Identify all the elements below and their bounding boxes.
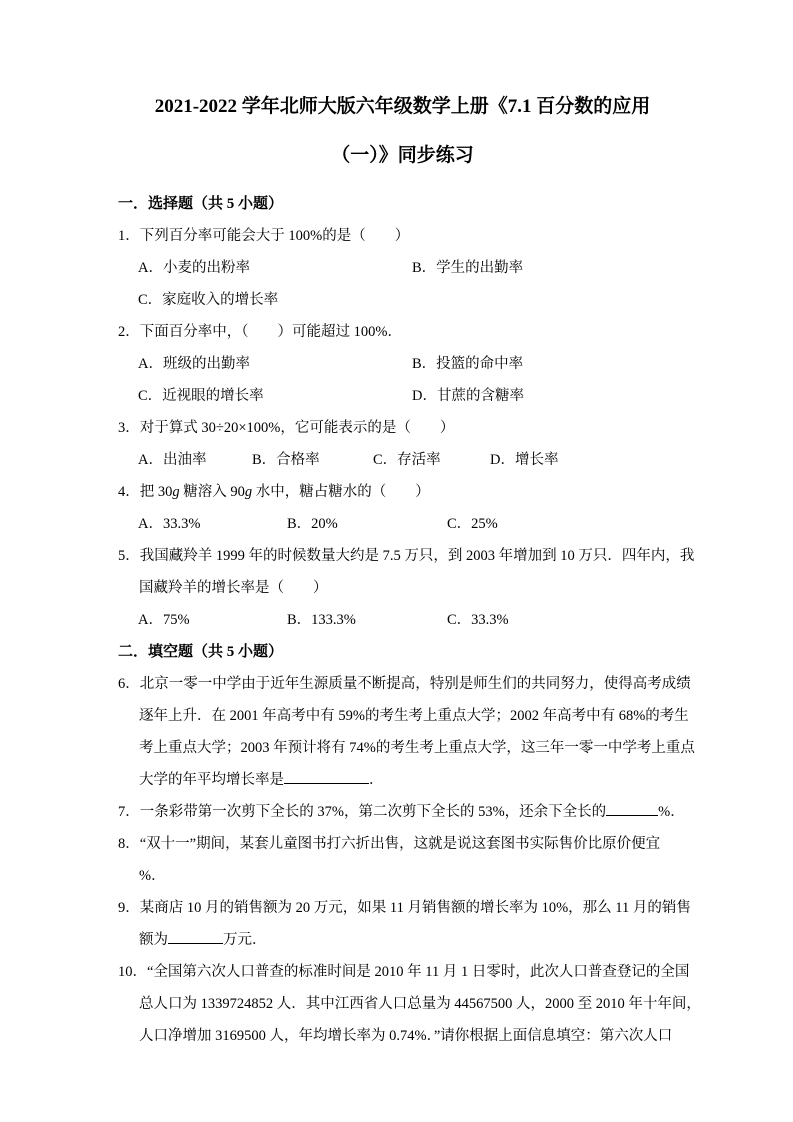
question-text: 我国藏羚羊 1999 年的时候数量大约是 7.5 万只，到 2003 年增加到 10 万只．四年内，我 — [139, 548, 695, 564]
question-line — [118, 828, 687, 860]
option-item: C．25% — [447, 516, 498, 532]
option-item: A．班级的出勤率 — [138, 356, 250, 372]
question-number: 3． — [118, 420, 140, 436]
question-number: 6． — [118, 676, 140, 692]
question-number: 8． — [118, 836, 140, 852]
options-grid — [138, 604, 687, 636]
question-line — [139, 988, 701, 1020]
question-1 — [118, 220, 687, 252]
options-grid — [138, 252, 687, 316]
option-item: C．存活率 — [373, 452, 441, 468]
question-text: 万元． — [223, 932, 267, 948]
question-line — [118, 540, 695, 572]
question-text: %． — [658, 804, 685, 820]
blank-underline — [168, 929, 223, 944]
question-3 — [118, 412, 687, 444]
question-text: %． — [139, 868, 166, 884]
question-text: 水中，糖占糖水的（ ） — [252, 484, 430, 500]
section-heading-2: 二．填空题（共 5 小题） — [118, 644, 284, 660]
options-grid — [138, 348, 687, 412]
document-title — [118, 82, 687, 180]
question-text: 大学的年平均增长率是 — [139, 772, 284, 788]
question-line — [118, 412, 687, 444]
question-line — [118, 892, 691, 924]
option-item: C．近视眼的增长率 — [138, 388, 264, 404]
question-line — [118, 220, 687, 252]
question-number: 5． — [118, 548, 140, 564]
option-item: A．小麦的出粉率 — [138, 260, 250, 276]
question-text: 额为 — [139, 932, 168, 948]
question-line — [118, 956, 690, 988]
options-grid — [138, 508, 687, 540]
option-item: B．投篮的命中率 — [412, 356, 524, 372]
question-line — [139, 1020, 687, 1052]
question-line — [139, 700, 687, 732]
option-item: A．33.3% — [138, 516, 201, 532]
question-text: 把 30 — [139, 484, 173, 500]
section-heading-1: 一．选择题（共 5 小题） — [118, 196, 284, 212]
question-number: 9． — [118, 900, 140, 916]
option-item: D．甘蔗的含糖率 — [412, 388, 524, 404]
document-title-line2: （一）》同步练习 — [331, 145, 474, 166]
question-line — [139, 732, 695, 764]
question-line — [139, 764, 687, 796]
question-text: 逐年上升．在 2001 年高考中有 59%的考生考上重点大学；2002 年高考中有 68%的考生 — [139, 708, 689, 724]
question-text: 北京一零一中学由于近年生源质量不断提高，特别是师生们的共同努力，使得高考成绩 — [139, 676, 691, 692]
question-line — [139, 572, 687, 604]
option-item: B．133.3% — [287, 612, 356, 628]
question-number: 1． — [118, 228, 140, 244]
question-text: “全国第六次人口普查的标准时间是 2010 年 11 月 1 日零时，此次人口普查登记的全国 — [147, 964, 690, 980]
worksheet-body — [118, 188, 701, 1052]
question-text: g — [172, 484, 180, 500]
option-item: C．33.3% — [447, 612, 509, 628]
question-number: 2． — [118, 324, 140, 340]
options-grid — [138, 444, 687, 476]
question-2 — [118, 316, 687, 348]
question-text: 一条彩带第一次剪下全长的 37%，第二次剪下全长的 53%，还余下全长的 — [139, 804, 607, 820]
option-item: B．学生的出勤率 — [412, 260, 524, 276]
question-line — [139, 860, 687, 892]
question-8 — [118, 828, 687, 892]
option-item: A．出油率 — [138, 452, 207, 468]
option-item: B．20% — [287, 516, 338, 532]
option-item: C．家庭收入的增长率 — [138, 292, 279, 308]
question-line — [118, 796, 687, 828]
question-5 — [118, 540, 695, 604]
question-text: g — [244, 484, 253, 500]
question-text: “双十一”期间，某套儿童图书打六折出售，这就是说这套图书实际售价比原价便宜 — [139, 836, 661, 852]
option-item: B．合格率 — [252, 452, 320, 468]
option-item: A．75% — [138, 612, 190, 628]
question-text: 下列百分率可能会大于 100%的是（ ） — [139, 228, 410, 244]
question-text: 国藏羚羊的增长率是（ ） — [139, 580, 328, 596]
document-title-line1: 2021-2022 学年北师大版六年级数学上册《7.1 百分数的应用 — [154, 96, 651, 117]
question-7 — [118, 796, 687, 828]
question-line — [118, 316, 687, 348]
question-text: 下面百分率中，（ ）可能超过 100%． — [139, 324, 402, 340]
question-line — [118, 476, 687, 508]
question-text: 人口净增加 3169500 人，年均增长率为 0.74%．”请你根据上面信息填空：第六次人口 — [139, 1028, 673, 1044]
question-10 — [118, 956, 701, 1052]
question-text: 对于算式 30÷20×100%，它可能表示的是（ ） — [139, 420, 455, 436]
question-6 — [118, 668, 695, 796]
question-text: 总人口为 1339724852 人．其中江西省人口总量为 44567500 人，2000 至 2010 年十年间， — [139, 996, 701, 1012]
option-item: D．增长率 — [490, 452, 559, 468]
question-line — [139, 924, 687, 956]
question-number: 10． — [118, 964, 147, 980]
question-text: 考上重点大学；2003 年预计将有 74%的考生考上重点大学，这三年一零一中学考上重点 — [139, 740, 695, 756]
question-line — [118, 668, 691, 700]
question-text: 某商店 10 月的销售额为 20 万元，如果 11 月销售额的增长率为 10%，那么 11 月的销售 — [139, 900, 691, 916]
blank-underline — [606, 801, 658, 816]
question-9 — [118, 892, 691, 956]
question-number: 4． — [118, 484, 140, 500]
question-text: 糖溶入 90 — [179, 484, 245, 500]
question-4 — [118, 476, 687, 508]
question-number: 7． — [118, 804, 140, 820]
blank-underline — [284, 769, 369, 784]
question-text: ． — [369, 772, 384, 788]
